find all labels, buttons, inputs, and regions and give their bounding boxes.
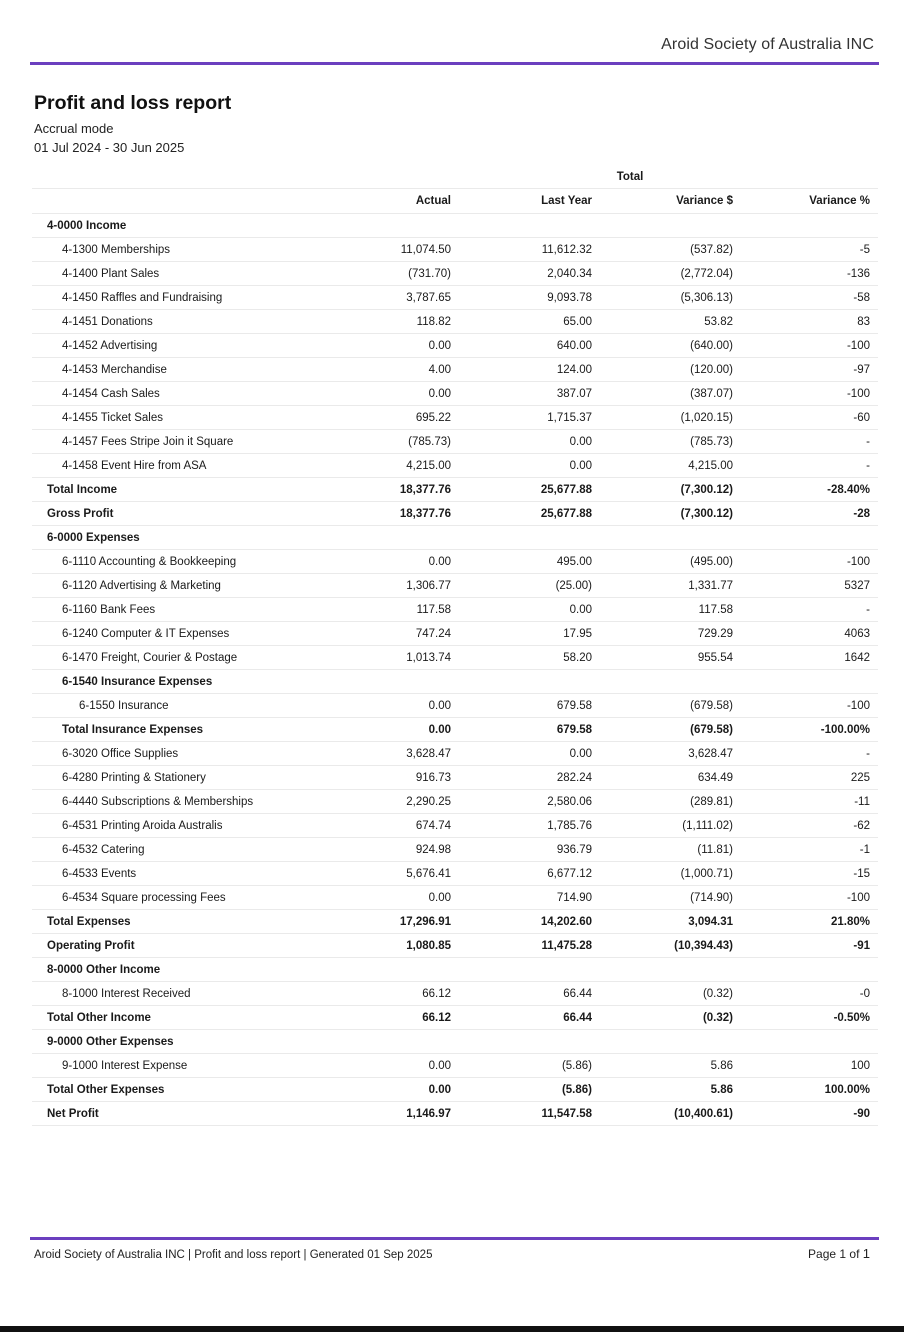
row-label: 9-1000 Interest Expense <box>62 1059 188 1072</box>
row-label: 4-1453 Merchandise <box>62 363 167 376</box>
variance-amount-value: 3,628.47 <box>688 747 733 760</box>
variance-amount-value: (537.82) <box>690 243 733 256</box>
variance-amount-value: 1,331.77 <box>688 579 733 592</box>
variance-percent-value: -90 <box>853 1107 870 1120</box>
variance-percent-value: -5 <box>859 243 870 256</box>
last-year-value: 25,677.88 <box>540 483 592 496</box>
row-label: 4-1458 Event Hire from ASA <box>62 459 207 472</box>
actual-value: 1,306.77 <box>406 579 451 592</box>
table-row <box>32 1078 878 1102</box>
variance-percent-value: 4063 <box>844 627 870 640</box>
report-period: 01 Jul 2024 - 30 Jun 2025 <box>34 140 185 155</box>
table-row <box>32 1030 878 1054</box>
row-label: 4-1452 Advertising <box>62 339 158 352</box>
variance-amount-value: 5.86 <box>710 1083 733 1096</box>
row-label: 6-0000 Expenses <box>47 531 140 544</box>
table-row <box>32 382 878 406</box>
variance-percent-value: -100 <box>846 699 870 712</box>
last-year-value: 17.95 <box>563 627 592 640</box>
actual-value: 0.00 <box>428 891 451 904</box>
variance-percent-value: - <box>866 603 870 616</box>
row-label: 4-1457 Fees Stripe Join it Square <box>62 435 234 448</box>
actual-value: 3,628.47 <box>406 747 451 760</box>
variance-amount-value: (7,300.12) <box>680 507 733 520</box>
last-year-value: 679.58 <box>556 699 592 712</box>
last-year-value: (5.86) <box>561 1083 592 1096</box>
last-year-value: 714.90 <box>556 891 592 904</box>
actual-value: 1,080.85 <box>406 939 451 952</box>
variance-amount-value: (0.32) <box>702 987 733 1000</box>
row-label: Total Insurance Expenses <box>62 723 204 736</box>
last-year-value: 11,612.32 <box>541 243 592 256</box>
actual-value: 0.00 <box>428 387 451 400</box>
last-year-value: 2,580.06 <box>547 795 592 808</box>
variance-amount-value: (10,400.61) <box>674 1107 733 1120</box>
last-year-value: 640.00 <box>556 339 592 352</box>
variance-amount-value: (5,306.13) <box>680 291 733 304</box>
column-header-last-year: Last Year <box>541 195 592 207</box>
last-year-value: (5.86) <box>561 1059 592 1072</box>
report-title-block <box>34 92 231 157</box>
variance-amount-value: (1,020.15) <box>680 411 733 424</box>
variance-amount-value: 3,094.31 <box>688 915 733 928</box>
last-year-value: 0.00 <box>569 603 592 616</box>
table-row <box>32 862 878 886</box>
actual-value: 916.73 <box>415 771 451 784</box>
table-row <box>32 670 878 694</box>
actual-value: 0.00 <box>428 699 451 712</box>
table-row <box>32 598 878 622</box>
table-row <box>32 526 878 550</box>
actual-value: (731.70) <box>408 267 451 280</box>
actual-value: 4.00 <box>428 363 451 376</box>
row-label: 6-4440 Subscriptions & Memberships <box>62 795 254 808</box>
variance-amount-value: 634.49 <box>697 771 733 784</box>
table-row <box>32 406 878 430</box>
variance-amount-value: (7,300.12) <box>680 483 733 496</box>
report-title: Profit and loss report <box>34 92 232 114</box>
row-label: Total Other Expenses <box>47 1083 165 1096</box>
variance-percent-value: -58 <box>853 291 870 304</box>
variance-percent-value: -28 <box>853 507 870 520</box>
variance-amount-value: (1,111.02) <box>682 819 733 832</box>
row-label: 4-1451 Donations <box>62 315 153 328</box>
row-label: Operating Profit <box>47 939 135 952</box>
last-year-value: 679.58 <box>556 723 592 736</box>
row-label: 6-4533 Events <box>62 867 137 880</box>
row-label: 4-1300 Memberships <box>62 243 171 256</box>
table-row <box>32 1054 878 1078</box>
variance-amount-value: (679.58) <box>690 699 733 712</box>
actual-value: 11,074.50 <box>400 243 451 256</box>
table-row <box>32 214 878 238</box>
table-row <box>32 622 878 646</box>
last-year-value: 1,715.37 <box>547 411 592 424</box>
table-row <box>32 646 878 670</box>
variance-amount-value: (0.32) <box>702 1011 733 1024</box>
row-label: 4-1400 Plant Sales <box>62 267 160 280</box>
table-row <box>32 238 878 262</box>
organization-name: Aroid Society of Australia INC <box>661 36 874 53</box>
table-row <box>32 694 878 718</box>
variance-amount-value: (387.07) <box>690 387 733 400</box>
variance-amount-value: (640.00) <box>690 339 733 352</box>
variance-percent-value: -100 <box>846 387 870 400</box>
variance-percent-value: -28.40% <box>827 483 870 496</box>
profit-loss-table <box>32 166 878 1126</box>
actual-value: 5,676.41 <box>406 867 451 880</box>
last-year-value: 58.20 <box>563 651 592 664</box>
last-year-value: 0.00 <box>569 459 592 472</box>
actual-value: 695.22 <box>415 411 451 424</box>
row-label: 6-1110 Accounting & Bookkeeping <box>62 555 237 568</box>
actual-value: 66.12 <box>422 1011 451 1024</box>
variance-percent-value: -0.50% <box>833 1011 870 1024</box>
table-row <box>32 478 878 502</box>
variance-percent-value: -100.00% <box>820 723 870 736</box>
row-label: 6-1120 Advertising & Marketing <box>62 579 221 592</box>
last-year-value: 0.00 <box>569 747 592 760</box>
table-row <box>32 310 878 334</box>
row-label: 6-4531 Printing Aroida Australis <box>62 819 223 832</box>
actual-value: 18,377.76 <box>399 483 451 496</box>
table-row <box>32 358 878 382</box>
variance-percent-value: -100 <box>846 891 870 904</box>
last-year-value: 2,040.34 <box>547 267 592 280</box>
variance-percent-value: -91 <box>853 939 870 952</box>
last-year-value: 11,547.58 <box>541 1107 592 1120</box>
variance-amount-value: 729.29 <box>697 627 733 640</box>
variance-percent-value: -11 <box>854 795 870 808</box>
table-row <box>32 502 878 526</box>
column-header-variance-amount: Variance $ <box>676 195 733 207</box>
table-row <box>32 982 878 1006</box>
variance-amount-value: (11.81) <box>697 843 733 856</box>
variance-percent-value: 225 <box>850 771 870 784</box>
footer-divider <box>30 1237 879 1240</box>
page-total: 1 <box>862 1246 870 1261</box>
row-label: 6-4534 Square processing Fees <box>62 891 226 904</box>
variance-percent-value: - <box>866 747 870 760</box>
row-label: 6-4532 Catering <box>62 843 145 856</box>
table-row <box>32 886 878 910</box>
row-label: Total Expenses <box>47 915 131 928</box>
row-label: 4-1455 Ticket Sales <box>62 411 164 424</box>
last-year-value: 66.44 <box>563 1011 592 1024</box>
actual-value: 0.00 <box>428 723 451 736</box>
actual-value: 0.00 <box>428 1083 451 1096</box>
table-row <box>32 454 878 478</box>
table-row <box>32 790 878 814</box>
actual-value: 0.00 <box>428 555 451 568</box>
table-row <box>32 262 878 286</box>
last-year-value: 9,093.78 <box>547 291 592 304</box>
actual-value: 4,215.00 <box>406 459 451 472</box>
variance-percent-value: 83 <box>857 315 870 328</box>
variance-percent-value: -15 <box>853 867 870 880</box>
column-header-variance-percent: Variance % <box>809 195 870 207</box>
bottom-edge-bar <box>0 1326 904 1332</box>
last-year-value: 14,202.60 <box>540 915 592 928</box>
variance-percent-value: - <box>866 435 870 448</box>
row-label: Total Income <box>47 483 118 496</box>
variance-percent-value: -60 <box>853 411 870 424</box>
last-year-value: 387.07 <box>556 387 592 400</box>
variance-amount-value: 5.86 <box>710 1059 733 1072</box>
variance-amount-value: 117.58 <box>698 603 733 616</box>
table-row <box>32 1006 878 1030</box>
last-year-value: 0.00 <box>569 435 592 448</box>
variance-amount-value: (289.81) <box>690 795 733 808</box>
variance-amount-value: (120.00) <box>690 363 733 376</box>
variance-amount-value: 955.54 <box>697 651 733 664</box>
table-row <box>32 934 878 958</box>
row-label: 4-1454 Cash Sales <box>62 387 160 400</box>
actual-value: 17,296.91 <box>399 915 451 928</box>
actual-value: 747.24 <box>415 627 451 640</box>
variance-amount-value: (10,394.43) <box>674 939 733 952</box>
row-label: 4-0000 Income <box>47 219 127 232</box>
row-label: Net Profit <box>47 1107 99 1120</box>
variance-percent-value: -100 <box>846 555 870 568</box>
table-row <box>32 718 878 742</box>
last-year-value: 25,677.88 <box>540 507 592 520</box>
total-group-label: Total <box>616 171 644 183</box>
variance-amount-value: (679.58) <box>690 723 733 736</box>
table-row <box>32 814 878 838</box>
row-label: Total Other Income <box>47 1011 151 1024</box>
table-row <box>32 910 878 934</box>
row-label: 8-0000 Other Income <box>47 963 161 976</box>
row-label: 6-1540 Insurance Expenses <box>62 675 213 688</box>
last-year-value: 65.00 <box>563 315 592 328</box>
table-row <box>32 958 878 982</box>
row-label: 6-1550 Insurance <box>79 699 169 712</box>
table-row <box>32 838 878 862</box>
row-label: 4-1450 Raffles and Fundraising <box>62 291 223 304</box>
row-label: 8-1000 Interest Received <box>62 987 191 1000</box>
variance-percent-value: -1 <box>859 843 870 856</box>
variance-percent-value: 1642 <box>844 651 870 664</box>
variance-percent-value: - <box>866 459 870 472</box>
variance-percent-value: 5327 <box>844 579 870 592</box>
variance-amount-value: (1,000.71) <box>680 867 733 880</box>
row-label: 6-1160 Bank Fees <box>62 603 156 616</box>
last-year-value: 124.00 <box>556 363 592 376</box>
variance-amount-value: (495.00) <box>690 555 733 568</box>
variance-percent-value: -0 <box>859 987 870 1000</box>
variance-percent-value: -62 <box>853 819 870 832</box>
table-row <box>32 574 878 598</box>
last-year-value: (25.00) <box>555 579 592 592</box>
variance-percent-value: -136 <box>846 267 870 280</box>
variance-percent-value: 100.00% <box>824 1083 870 1096</box>
last-year-value: 495.00 <box>556 555 592 568</box>
last-year-value: 936.79 <box>556 843 592 856</box>
row-label: 9-0000 Other Expenses <box>47 1035 174 1048</box>
actual-value: 117.58 <box>416 603 451 616</box>
variance-amount-value: 53.82 <box>704 315 733 328</box>
footer-text: Aroid Society of Australia INC | Profit and loss report | Generated 01 Sep 2025 <box>34 1249 433 1261</box>
table-row <box>32 1102 878 1126</box>
table-group-header <box>32 166 878 189</box>
actual-value: 924.98 <box>415 843 451 856</box>
variance-percent-value: 100 <box>850 1059 870 1072</box>
table-column-header <box>32 189 878 214</box>
variance-percent-value: 21.80% <box>830 915 870 928</box>
table-row <box>32 430 878 454</box>
page-prefix: Page 1 of <box>808 1247 860 1261</box>
actual-value: 674.74 <box>415 819 451 832</box>
actual-value: 0.00 <box>428 1059 451 1072</box>
row-label: 6-1240 Computer & IT Expenses <box>62 627 230 640</box>
page-indicator <box>808 1246 870 1261</box>
variance-amount-value: 4,215.00 <box>688 459 733 472</box>
last-year-value: 11,475.28 <box>541 939 592 952</box>
actual-value: 18,377.76 <box>399 507 451 520</box>
actual-value: 118.82 <box>416 315 451 328</box>
report-mode: Accrual mode <box>34 121 114 136</box>
actual-value: 2,290.25 <box>406 795 451 808</box>
actual-value: 0.00 <box>428 339 451 352</box>
table-body <box>32 214 878 1126</box>
variance-amount-value: (785.73) <box>690 435 733 448</box>
variance-amount-value: (714.90) <box>690 891 733 904</box>
last-year-value: 282.24 <box>556 771 592 784</box>
actual-value: (785.73) <box>408 435 451 448</box>
variance-percent-value: -97 <box>853 363 870 376</box>
table-row <box>32 742 878 766</box>
row-label: Gross Profit <box>47 507 114 520</box>
last-year-value: 1,785.76 <box>547 819 592 832</box>
row-label: 6-1470 Freight, Courier & Postage <box>62 651 238 664</box>
table-row <box>32 766 878 790</box>
actual-value: 3,787.65 <box>406 291 451 304</box>
actual-value: 1,013.74 <box>406 651 451 664</box>
variance-amount-value: (2,772.04) <box>680 267 733 280</box>
table-row <box>32 286 878 310</box>
last-year-value: 6,677.12 <box>547 867 592 880</box>
column-header-actual: Actual <box>415 195 451 207</box>
header-divider <box>30 62 879 65</box>
actual-value: 66.12 <box>422 987 451 1000</box>
actual-value: 1,146.97 <box>406 1107 451 1120</box>
variance-percent-value: -100 <box>846 339 870 352</box>
last-year-value: 66.44 <box>563 987 592 1000</box>
table-row <box>32 550 878 574</box>
row-label: 6-3020 Office Supplies <box>62 747 179 760</box>
row-label: 6-4280 Printing & Stationery <box>62 771 206 784</box>
table-row <box>32 334 878 358</box>
